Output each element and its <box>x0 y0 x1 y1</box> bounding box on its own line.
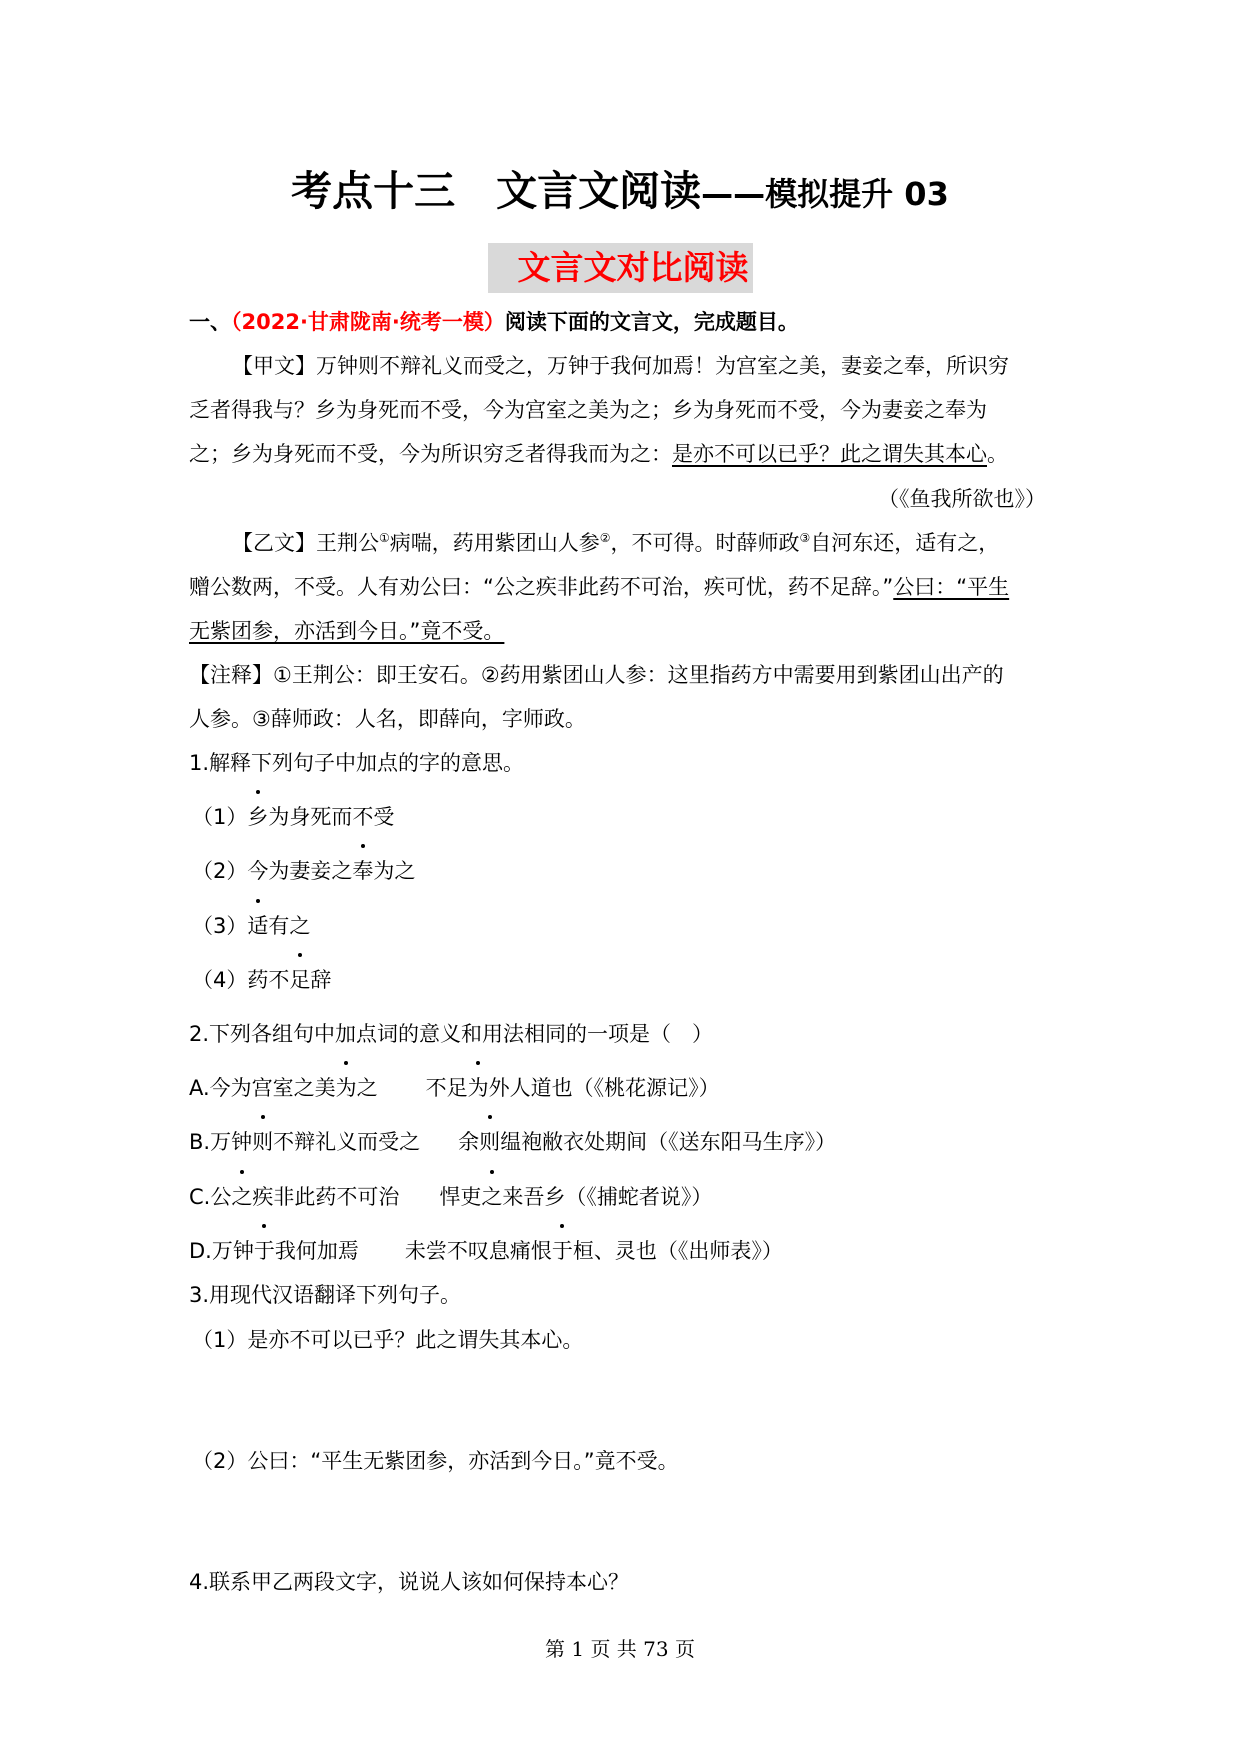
title-sub: ——模拟提升 03 <box>701 175 949 213</box>
option-text: 万钟 <box>210 1130 253 1154</box>
option-text: 之 <box>356 1076 378 1100</box>
item-number: （4） <box>192 968 248 992</box>
section-heading <box>189 307 799 337</box>
dotted-char: 为 <box>468 1073 489 1103</box>
item-text: 药不 <box>247 968 290 992</box>
option-text: 未尝不叹息痛恨 <box>404 1239 552 1263</box>
section-banner-wrap <box>0 243 1240 293</box>
option-text: 余 <box>458 1130 480 1154</box>
dotted-char: 适 <box>247 911 268 941</box>
item-text: 为之 <box>373 859 416 883</box>
option-letter: C. <box>189 1185 211 1209</box>
question-3-stem: 3.用现代汉语翻译下列句子。 <box>189 1283 462 1307</box>
dotted-char: 则 <box>479 1127 500 1157</box>
dotted-char: 之 <box>231 1182 252 1212</box>
passage-yi-text: 自河东还，适有之， <box>810 531 1000 555</box>
footnote-ref-2: ② <box>599 531 611 545</box>
underlined-sentence-1: 是亦不可以已乎？此之谓失其本心 <box>672 442 987 466</box>
question-2-option-d[interactable] <box>189 1236 783 1266</box>
question-1-item-1 <box>192 802 394 832</box>
dotted-char: 奉 <box>352 856 373 886</box>
passage-yi-text: 病喘，药用紫团山人参 <box>389 531 600 555</box>
item-text: 今为妻妾之 <box>247 859 353 883</box>
passage-jia-label: 【甲文】 <box>232 354 316 378</box>
question-4-stem: 4.联系甲乙两段文字，说说人该如何保持本心？ <box>189 1570 630 1594</box>
option-text: 我何加焉 <box>274 1239 359 1263</box>
option-text: 缊袍敝衣处期间（《送东阳马生序》） <box>500 1130 837 1154</box>
item-text: 为身死而不受 <box>268 805 395 829</box>
passage-yi-text-2: 赠公数两，不受。人有劝公曰：“公之疾非此药不可治，疾可忧，药不足辞。” <box>189 575 894 599</box>
passage-yi-text: 王荆公 <box>316 531 379 555</box>
underlined-sentence-2a: 公曰：“平生 <box>893 575 1010 599</box>
page-title <box>0 158 1240 217</box>
passage-jia-line-1 <box>232 351 1009 381</box>
question-3-item-1: （1）是亦不可以已乎？此之谓失其本心。 <box>192 1328 584 1352</box>
section-number: 一、 <box>189 310 231 334</box>
question-2-option-b[interactable] <box>189 1127 836 1157</box>
question-1-item-3 <box>192 911 310 941</box>
underlined-sentence-2b: 无紫团参，亦活到今日。”竟不受。 <box>189 619 505 643</box>
dotted-char: 为 <box>336 1073 357 1103</box>
section-banner: 文言文对比阅读 <box>488 243 753 293</box>
option-text: 今为宫室之美 <box>209 1076 336 1100</box>
passage-yi-line-3 <box>189 616 504 646</box>
footnote-ref-3: ③ <box>799 531 811 545</box>
passage-yi-line-1 <box>232 528 999 558</box>
dotted-char: 则 <box>252 1127 273 1157</box>
option-text: 桓、灵也（《出师表》） <box>572 1239 783 1263</box>
item-text: 有之 <box>268 914 311 938</box>
option-text: 不辩礼义而受之 <box>273 1130 421 1154</box>
question-1-item-4 <box>192 965 331 995</box>
passage-jia-source: （《鱼我所欲也》） <box>878 487 1046 511</box>
dotted-char: 乡 <box>247 802 268 832</box>
title-main: 考点十三 文言文阅读 <box>291 167 702 215</box>
passage-yi-text: ，不可得。时薛师政 <box>610 531 800 555</box>
footnote-ref-1: ① <box>379 531 390 545</box>
passage-jia-end: 。 <box>987 442 1008 466</box>
dotted-char: 足 <box>289 965 310 995</box>
passage-jia-text-3: 之；乡为身死而不受，今为所识穷乏者得我而为之： <box>189 442 672 466</box>
question-2-option-c[interactable] <box>189 1182 712 1212</box>
question-2-stem: 2.下列各组句中加点词的意义和用法相同的一项是（ ） <box>189 1022 714 1046</box>
question-1-item-2 <box>192 856 415 886</box>
passage-jia-line-3 <box>189 439 1008 469</box>
option-letter: A. <box>189 1076 210 1100</box>
dotted-char: 于 <box>254 1236 275 1266</box>
option-letter: D. <box>189 1239 212 1263</box>
section-instruction: 阅读下面的文言文，完成题目。 <box>504 310 799 334</box>
passage-yi-line-2 <box>189 572 1009 602</box>
option-text: 外人道也（《桃花源记》） <box>488 1076 720 1100</box>
option-text: 悍吏 <box>439 1185 482 1209</box>
question-1-stem: 1.解释下列句子中加点的字的意思。 <box>189 751 525 775</box>
notes-line-2: 人参。③薛师政：人名，即薛向，字师政。 <box>189 707 586 731</box>
passage-yi-label: 【乙文】 <box>232 531 316 555</box>
passage-jia-line-2: 乏者得我与？乡为身死而不受，今为宫室之美为之；乡为身死而不受，今为妻妾之奉为 <box>189 398 987 422</box>
passage-jia-text-1: 万钟则不辩礼义而受之，万钟于我何加焉！为宫室之美，妻妾之奉，所识穷 <box>316 354 1009 378</box>
page-footer: 第 1 页 共 73 页 <box>545 1637 695 1661</box>
option-letter: B. <box>189 1130 211 1154</box>
option-text: 万钟 <box>211 1239 254 1263</box>
option-text: 来吾乡（《捕蛇者说》） <box>502 1185 713 1209</box>
item-number: （1） <box>192 805 248 829</box>
item-number: （2） <box>192 859 248 883</box>
question-2-option-a[interactable] <box>189 1073 720 1103</box>
option-text: 公 <box>210 1185 232 1209</box>
item-text: 辞 <box>310 968 332 992</box>
item-number: （3） <box>192 914 248 938</box>
dotted-char: 于 <box>552 1236 573 1266</box>
dotted-char: 之 <box>481 1182 502 1212</box>
option-text: 疾非此药不可治 <box>252 1185 400 1209</box>
section-source: （2022·甘肃陇南·统考一模） <box>231 310 505 334</box>
notes-line-1: 【注释】①王荆公：即王安石。②药用紫团山人参：这里指药方中需要用到紫团山出产的 <box>189 663 1004 687</box>
question-3-item-2: （2）公曰：“平生无紫团参，亦活到今日。”竟不受。 <box>192 1449 679 1473</box>
option-text: 不足 <box>425 1076 468 1100</box>
